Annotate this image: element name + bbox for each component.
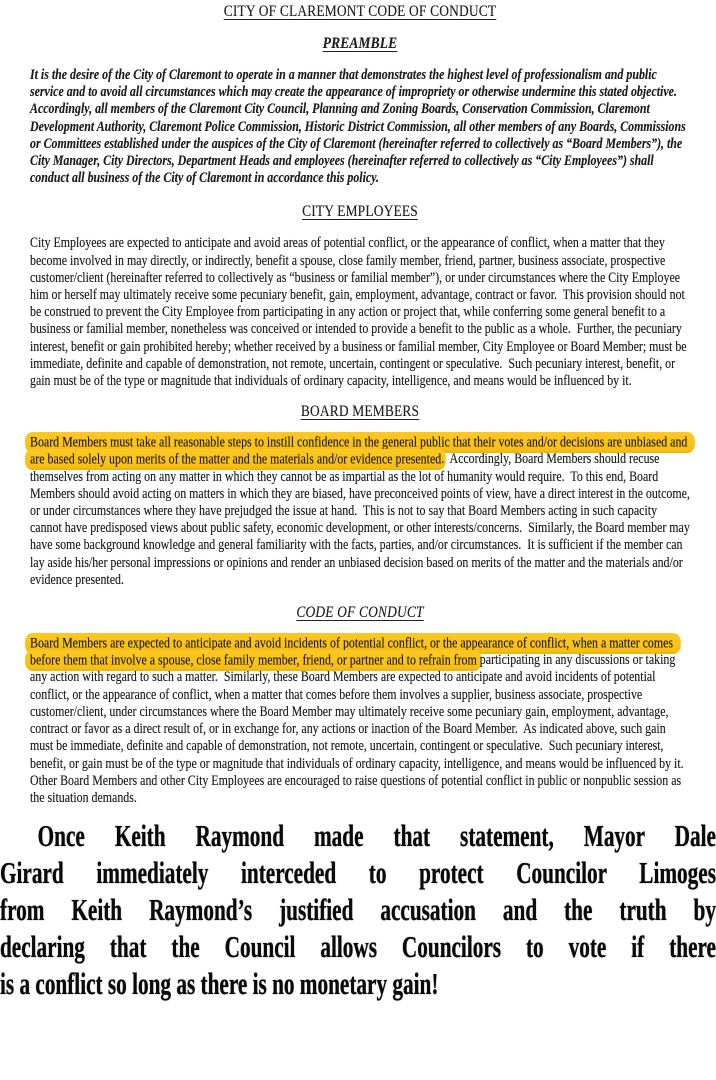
commentary-block xyxy=(0,817,716,1002)
board-members-paragraph xyxy=(30,434,693,589)
code-of-conduct-paragraph xyxy=(30,635,690,807)
section-heading-code-of-conduct: CODE OF CONDUCT xyxy=(296,604,424,622)
section-heading-board-members: BOARD MEMBERS xyxy=(300,403,420,421)
document-title: CITY OF CLAREMONT CODE OF CONDUCT xyxy=(223,3,497,20)
highlighted-text-board-members: Board Members must take all reasonable steps to instill confidence in the general public that their votes and/or decisions are unbiased and are based solely upon merits of the matter and the materials and/or evidence presented xyxy=(25,432,695,470)
highlighted-text-code-of-conduct: Board Members are expected to anticipate and avoid incidents of potential conflict, or the appearance of conflict, when a matter comes before them that involve a spouse, close family member, friend, or partner and to refrain from xyxy=(25,633,681,671)
preamble-paragraph: It is the desire of the City of Claremont to operate in a manner that demonstrates the highest level of professionalism and public service and to avoid all circumstances which may create the appearance of impropriety or otherwise undermine this stated objective. Accordingly, all members of the Claremont City Council, Planning and Zoning Boards, Conservation Commission, Claremont Development Authority, Claremont Police Commission, Historic District Commission, all other members of any Boards, Commissions or Committees established under the auspices of the City of Claremont (hereinafter referred to collectively as “Board Members”), the City Manager, City Directors, Department Heads and employees (hereinafter referred to collectively as “City Employees”) shall conduct all business of the City of Claremont in accordance this policy. xyxy=(30,67,689,187)
commentary-line: from Keith Raymond’s justified accusation and the truth by xyxy=(0,892,716,928)
section-heading-preamble: PREAMBLE xyxy=(322,35,398,52)
section-board-members xyxy=(30,403,693,589)
commentary-line: is a conflict so long as there is no monetary gain! xyxy=(0,966,439,1002)
section-preamble xyxy=(30,35,690,187)
city-employees-paragraph: City Employees are expected to anticipate and avoid areas of potential conflict, or the appearance of conflict, when a matter that they become involved in may directly, or indirectly, benefit a spouse, close family member, friend, partner, business associate, prospective customer/client (hereinafter referred to collectively as “business or familial member”), or under circumstances where the City Employee him or herself may ultimately receive some pecuniary benefit, gain, employment, advantage, contract or favor. This provision should not be construed to prevent the City Employee from participating in any action or project that, while conferring some general benefit to a business or familial member, nonetheless was conceived or intended to provide a benefit to the public as a whole. Further, the pecuniary interest, benefit or gain prohibited hereby; whether received by a business or familial member, City Employee or Board Member; must be immediate, definite and capable of demonstration, not remote, uncertain, contingent or speculative. Such pecuniary interest, benefit, or gain must be of the type or magnitude that individuals of ordinary capacity, intelligence, and means would be influenced by it. xyxy=(30,235,690,390)
commentary-line: Once Keith Raymond made that statement, Mayor Dale xyxy=(37,818,716,854)
section-code-of-conduct xyxy=(30,604,690,807)
section-heading-city-employees: CITY EMPLOYEES xyxy=(302,203,418,221)
section-city-employees xyxy=(30,203,690,390)
commentary-line: Girard immediately interceded to protect Councilor Limoges xyxy=(0,855,716,891)
board-members-paragraph-rest: . Accordingly, Board Members should recuse themselves from acting on any matter in which they cannot be as impartial as the lot of humanity would require. To this end, Board Members should avoid acting on matters in which they are biased, have preconceived points of view, have a direct interest in the outcome, or under circumstances where they have prejudged the issue at hand. This is not to say that Board Members acting in such capacity cannot have predisposed views about public safety, economic development, or other interests/concerns. Similarly, the Board member may have some background knowledge and general familiarity with the facts, parties, and/or circumstances. It is sufficient if the member can lay aside his/her personal impressions or opinions and render an unbiased decision based on merits of the matter and the materials and/or evidence presented. xyxy=(30,451,693,588)
code-of-conduct-paragraph-rest: participating in any discussions or taking any action with regard to such a matter. Similarly, these Board Members are expected to anticipate and avoid incidents of potential conflict, or the appearance of conflict, when a matter that comes before them involves a supplier, business associate, prospective customer/client, under circumstances where the Board Member may ultimately receive some pecuniary gain, employment, advantage, contract or favor as a direct result of, or in exchange for, any actions or inaction of the Board Member. As indicated above, such gain must be immediate, definite and capable of demonstration, not remote, uncertain, contingent or speculative. Such pecuniary interest, benefit, or gain must be of the type or magnitude that individuals of ordinary capacity, intelligence, and means would be influenced by it. Other Board Members and other City Employees are encouraged to raise questions of potential conflict in public or nonpublic session as the situation demands. xyxy=(30,652,687,806)
commentary-line: declaring that the Council allows Councilors to vote if there xyxy=(0,929,716,965)
